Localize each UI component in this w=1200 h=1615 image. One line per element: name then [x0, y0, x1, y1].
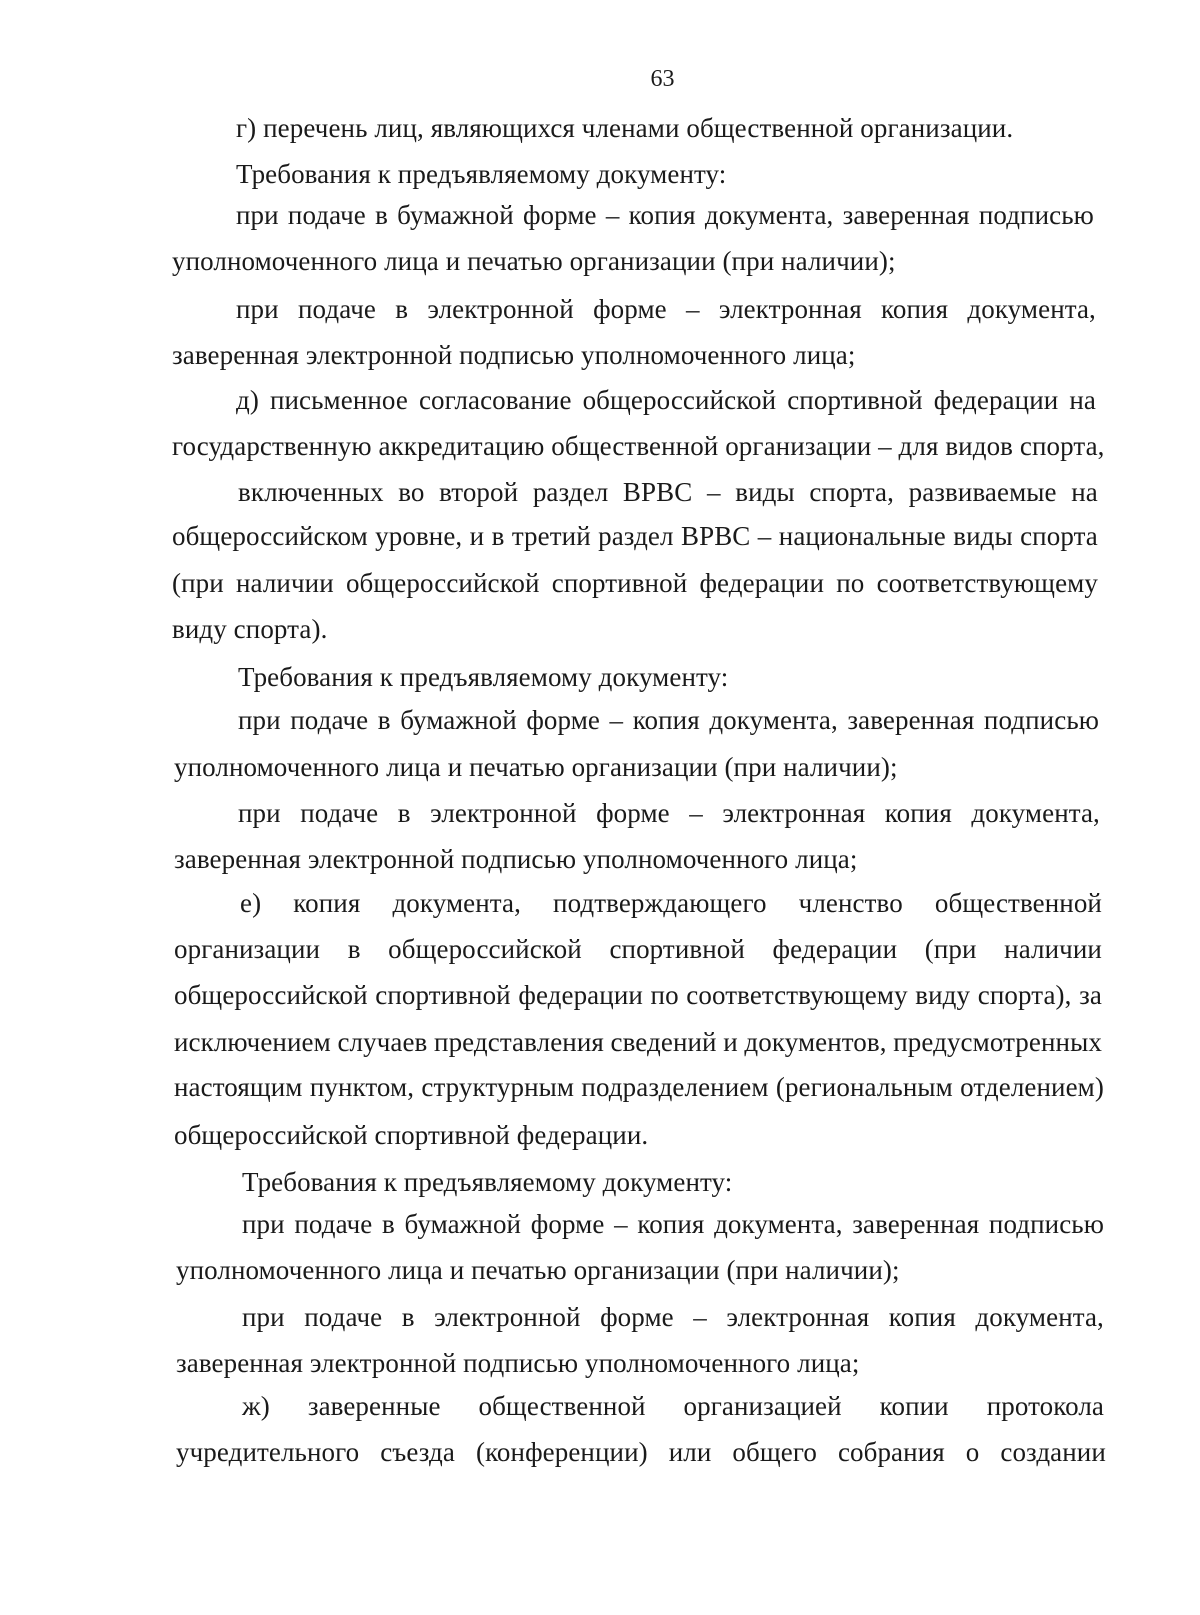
- word: общероссийской: [388, 934, 582, 964]
- word: заверенная: [847, 705, 975, 735]
- word: копия: [884, 798, 952, 828]
- word: документа,: [709, 705, 838, 735]
- word: в: [397, 798, 411, 828]
- word: развиваемые: [908, 477, 1057, 507]
- word: копия: [637, 1209, 705, 1239]
- word: федерации: [699, 568, 825, 598]
- word: в: [377, 705, 391, 735]
- word: –: [686, 294, 700, 324]
- word: бумажной: [400, 705, 517, 735]
- word: электронной: [427, 294, 574, 324]
- text-line: [174, 1071, 1104, 1103]
- word: и: [469, 521, 485, 551]
- text-line: заверенная электронной подписью уполномоченного лица;: [174, 844, 858, 874]
- text-line: [236, 199, 1094, 231]
- text-line: [242, 1390, 1104, 1422]
- word: исключением: [174, 1027, 331, 1057]
- word: пунктом,: [309, 1072, 415, 1102]
- word: подаче: [304, 1302, 383, 1332]
- word: случаев: [337, 1027, 428, 1057]
- word: подразделением: [581, 1072, 769, 1102]
- word: в: [491, 521, 505, 551]
- word: документа,: [971, 798, 1100, 828]
- word: соответствующему: [686, 980, 908, 1010]
- word: копия: [888, 1302, 956, 1332]
- word: бумажной: [397, 200, 514, 230]
- word: при: [236, 200, 279, 230]
- word: уровне,: [375, 521, 463, 551]
- word: в: [401, 1302, 415, 1332]
- word: документа,: [975, 1302, 1104, 1332]
- word: общероссийском: [172, 521, 368, 551]
- word: форме: [596, 798, 670, 828]
- text-line: Требования к предъявляемому документу:: [242, 1167, 733, 1197]
- word: общественной: [478, 1391, 646, 1421]
- word: спорта: [1020, 521, 1098, 551]
- text-line: [176, 1436, 1106, 1468]
- word: о: [965, 1437, 980, 1467]
- word: общероссийской: [345, 568, 540, 598]
- word: документа,: [967, 294, 1096, 324]
- word: подаче: [287, 200, 366, 230]
- word: членство: [798, 888, 903, 918]
- word: по: [836, 568, 865, 598]
- word: подписью: [978, 200, 1094, 230]
- word: федерации: [933, 385, 1059, 415]
- word: при: [242, 1302, 285, 1332]
- text-line: Требования к предъявляемому документу:: [236, 159, 727, 189]
- word: копии: [879, 1391, 949, 1421]
- text-line: заверенная электронной подписью уполномоченного лица;: [176, 1348, 860, 1378]
- word: письменное: [269, 385, 408, 415]
- word: спорта),: [977, 980, 1072, 1010]
- word: –: [614, 1209, 628, 1239]
- word: раздел: [532, 477, 609, 507]
- word: сведений: [610, 1027, 717, 1057]
- text-line: г) перечень лиц, являющихся членами общественной организации.: [236, 113, 1014, 143]
- word: документа,: [392, 888, 521, 918]
- word: документа,: [714, 1209, 843, 1239]
- word: форме: [530, 1209, 605, 1239]
- word: электронная: [722, 798, 866, 828]
- word: документа,: [704, 200, 834, 230]
- word: предусмотренных: [893, 1027, 1102, 1057]
- text-line: [236, 293, 1096, 325]
- text-line: [238, 476, 1098, 508]
- word: –: [706, 477, 721, 507]
- word: съезда: [380, 1437, 455, 1467]
- text-line: уполномоченного лица и печатью организации (при наличии);: [172, 246, 896, 276]
- word: собрания: [837, 1437, 945, 1467]
- word: копия: [628, 200, 696, 230]
- word: форме: [600, 1302, 674, 1332]
- word: наличии: [1004, 934, 1102, 964]
- word: федерации: [518, 980, 643, 1010]
- word: согласование: [418, 385, 572, 415]
- text-line: [238, 797, 1100, 829]
- word: –: [605, 200, 620, 230]
- text-line: [236, 384, 1096, 416]
- word: –: [757, 521, 772, 551]
- word: или: [668, 1437, 712, 1467]
- word: национальные: [778, 521, 946, 551]
- text-line: [172, 567, 1098, 599]
- word: организацией: [683, 1391, 842, 1421]
- word: спортивной: [787, 385, 923, 415]
- word: подаче: [300, 798, 379, 828]
- word: заверенная: [852, 1209, 980, 1239]
- text-line: уполномоченного лица и печатью организации (при наличии);: [174, 752, 898, 782]
- text-line: [240, 887, 1102, 919]
- word: создании: [1000, 1437, 1106, 1467]
- word: ВРВС: [680, 521, 751, 551]
- text-line: государственную аккредитацию общественной организации – для видов спорта,: [172, 431, 1105, 461]
- text-line: [242, 1301, 1104, 1333]
- word: спортивной: [609, 934, 745, 964]
- word: ж): [242, 1391, 270, 1421]
- word: спорта,: [809, 477, 894, 507]
- word: представления: [434, 1027, 604, 1057]
- word: форме: [593, 294, 667, 324]
- word: в: [382, 1209, 395, 1239]
- word: спортивной: [551, 568, 688, 598]
- word: –: [609, 705, 624, 735]
- word: виду: [915, 980, 971, 1010]
- page-number: 63: [650, 66, 675, 92]
- word: при: [242, 1209, 285, 1239]
- word: –: [693, 1302, 707, 1332]
- text-line: [172, 520, 1098, 552]
- word: ВРВС: [622, 477, 693, 507]
- word: при: [236, 294, 279, 324]
- word: за: [1079, 980, 1102, 1010]
- word: в: [347, 934, 361, 964]
- word: настоящим: [174, 1072, 303, 1102]
- word: в: [375, 200, 388, 230]
- word: подаче: [297, 294, 376, 324]
- word: на: [1071, 477, 1098, 507]
- word: соответствующему: [876, 568, 1098, 598]
- word: раздел: [598, 521, 674, 551]
- word: виды: [953, 521, 1013, 551]
- word: подписью: [988, 1209, 1104, 1239]
- word: по: [650, 980, 679, 1010]
- text-line: общероссийской спортивной федерации.: [174, 1120, 649, 1150]
- word: общего: [732, 1437, 817, 1467]
- word: подаче: [290, 705, 369, 735]
- word: подтверждающего: [553, 888, 767, 918]
- word: электронная: [718, 294, 862, 324]
- text-line: [174, 1026, 1102, 1058]
- word: второй: [439, 477, 519, 507]
- text-line: [238, 704, 1099, 736]
- text-line: Требования к предъявляемому документу:: [238, 662, 729, 692]
- word: (при: [924, 934, 977, 964]
- text-line: виду спорта).: [172, 614, 328, 644]
- word: копия: [293, 888, 361, 918]
- word: спортивной: [375, 980, 511, 1010]
- word: общероссийской: [174, 980, 368, 1010]
- word: электронной: [430, 798, 577, 828]
- word: бумажной: [404, 1209, 522, 1239]
- word: наличии: [235, 568, 334, 598]
- text-line: [174, 979, 1102, 1011]
- text-line: [174, 933, 1102, 965]
- word: на: [1069, 385, 1096, 415]
- word: во: [398, 477, 425, 507]
- word: в: [395, 294, 409, 324]
- word: федерации: [772, 934, 898, 964]
- text-line: уполномоченного лица и печатью организации (при наличии);: [176, 1255, 900, 1285]
- word: виды: [735, 477, 795, 507]
- text-line: [242, 1208, 1104, 1240]
- word: (конференции): [475, 1437, 648, 1467]
- word: подписью: [983, 705, 1099, 735]
- word: (при: [172, 568, 224, 598]
- word: –: [689, 798, 703, 828]
- word: при: [238, 705, 281, 735]
- word: электронная: [726, 1302, 870, 1332]
- word: электронной: [434, 1302, 581, 1332]
- word: структурным: [421, 1072, 575, 1102]
- word: (региональным: [775, 1072, 953, 1102]
- word: д): [236, 385, 259, 415]
- word: общественной: [934, 888, 1102, 918]
- word: организации: [174, 934, 321, 964]
- word: протокола: [986, 1391, 1104, 1421]
- word: учредительного: [176, 1437, 360, 1467]
- word: и: [723, 1027, 738, 1057]
- word: заверенные: [307, 1391, 441, 1421]
- word: общероссийской: [582, 385, 777, 415]
- word: при: [238, 798, 281, 828]
- word: форме: [526, 705, 600, 735]
- text-line: заверенная электронной подписью уполномоченного лица;: [172, 340, 856, 370]
- word: подаче: [294, 1209, 373, 1239]
- word: копия: [632, 705, 700, 735]
- word: форме: [522, 200, 597, 230]
- word: копия: [881, 294, 949, 324]
- word: е): [240, 888, 262, 918]
- word: включенных: [238, 477, 384, 507]
- word: третий: [511, 521, 591, 551]
- word: заверенная: [842, 200, 970, 230]
- word: документов,: [744, 1027, 887, 1057]
- word: отделением): [960, 1072, 1104, 1102]
